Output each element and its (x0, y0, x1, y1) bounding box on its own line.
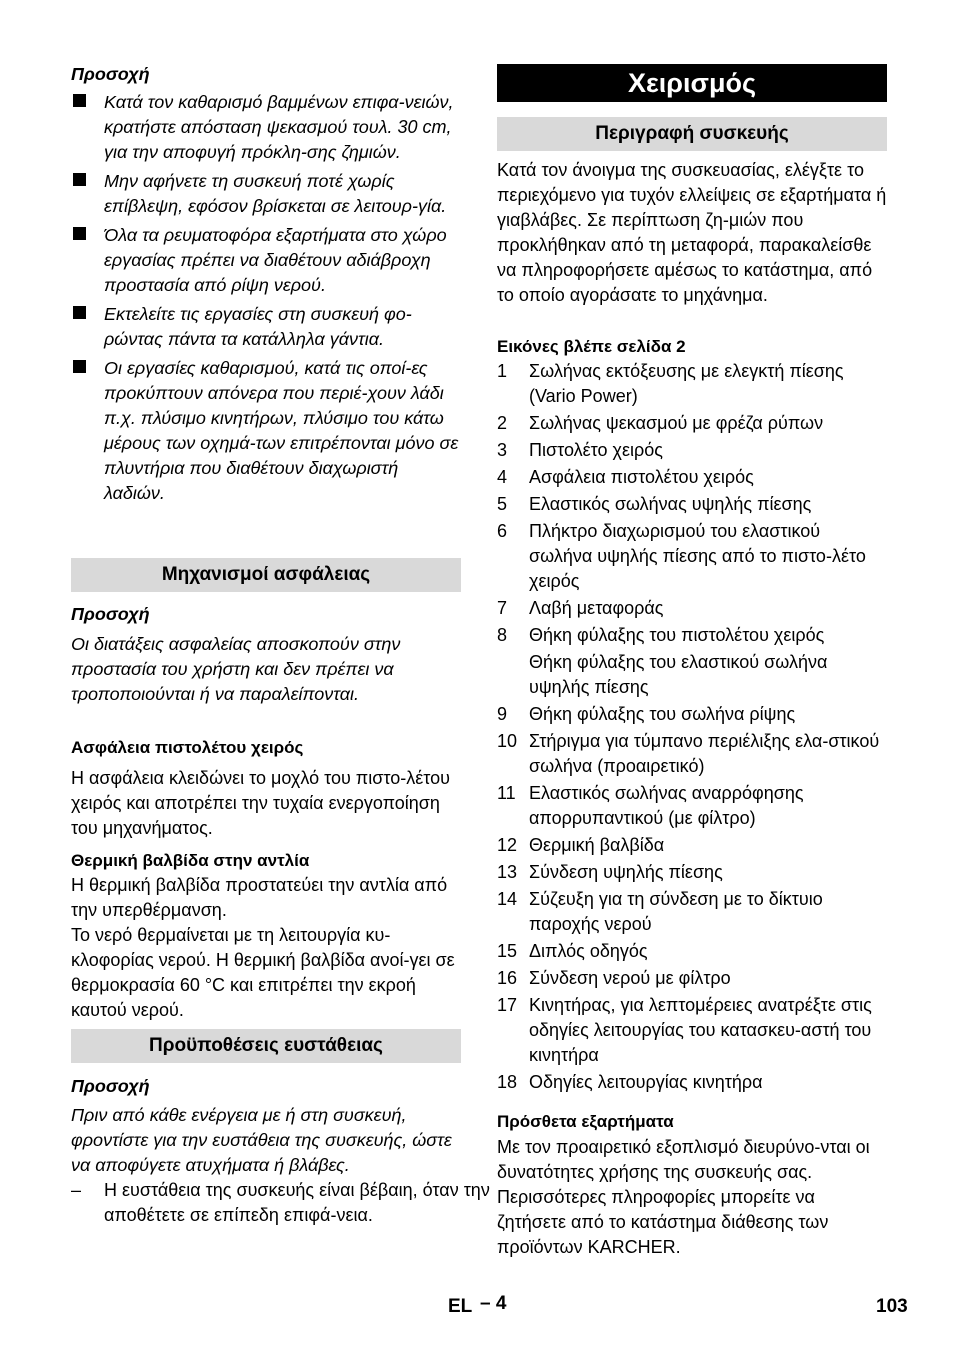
bullet-square-icon (73, 227, 86, 240)
item-text: Θήκη φύλαξης του ελαστικού σωλήνα υψηλής πίεσης (529, 652, 828, 697)
list-item-text: Μην αφήνετε τη συσκευή ποτέ χωρίς επίβλεψη, εφόσον βρίσκεται σε λειτουρ-γία. (104, 171, 447, 216)
item-text: Σύζευξη για τη σύνδεση με το δίκτυιο παροχής νερού (529, 889, 823, 934)
item-number: 11 (497, 783, 516, 803)
caution-text: Πριν από κάθε ενέργεια με ή στη συσκευή, φροντίστε για την ευστάθεια της συσκευής, ώστε να αποφύγετε ατυχήματα ή βλάβες. (71, 1105, 452, 1175)
list-item (71, 356, 461, 506)
item-text: Κινητήρας, για λεπτομέρειες ανατρέξτε στις οδηγίες λειτουργίας του κατασκευ-αστή του κινητήρα (529, 995, 872, 1065)
item-number: 17 (497, 995, 518, 1015)
dash-marker: – (71, 1180, 82, 1200)
list-item (497, 966, 887, 991)
bullet-square-icon (73, 360, 86, 373)
parts-list (497, 359, 887, 1095)
list-item (497, 438, 887, 463)
item-number: 16 (497, 968, 518, 988)
list-item (497, 596, 887, 621)
item-text: Σωλήνας εκτόξευσης με ελεγκτή πίεσης (Vario Power) (529, 361, 844, 406)
page-number: 103 (876, 1296, 908, 1317)
list-item (497, 993, 887, 1068)
bullet-square-icon (73, 173, 86, 186)
item-text: Ασφάλεια πιστολέτου χειρός (529, 467, 754, 487)
footer-section-number: – 4 (480, 1293, 507, 1314)
section-heading-stability: Προϋποθέσεις ευστάθειας (71, 1029, 461, 1063)
bullet-square-icon (73, 306, 86, 319)
item-text: Διπλός οδηγός (529, 941, 648, 961)
item-text: Θερμική βαλβίδα (529, 835, 665, 855)
list-item (71, 302, 461, 352)
item-number: 7 (497, 598, 508, 618)
item-number: 13 (497, 862, 518, 882)
item-text: Θήκη φύλαξης του πιστολέτου χειρός (529, 625, 825, 645)
item-number: 5 (497, 494, 508, 514)
figures-reference: Εικόνες βλέπε σελίδα 2 (497, 337, 686, 356)
caution-text: Οι διατάξεις ασφαλείας αποσκοπούν στην προστασία του χρήστη και δεν πρέπει να τροποποιούνται ή να παραλείπονται. (71, 634, 401, 704)
dash-list-item (71, 1178, 494, 1228)
list-item (497, 519, 887, 594)
subheading-accessories: Πρόσθετα εξαρτήματα (497, 1112, 674, 1131)
list-item (497, 729, 887, 779)
item-number: 14 (497, 889, 518, 909)
section-heading-safety: Μηχανισμοί ασφάλειας (71, 558, 461, 592)
subheading-thermal-valve: Θερμική βαλβίδα στην αντλία (71, 851, 310, 870)
item-number: 4 (497, 467, 508, 487)
list-item (497, 623, 887, 648)
list-item (497, 650, 887, 700)
list-item (497, 465, 887, 490)
item-text: Σύνδεση υψηλής πίεσης (529, 862, 723, 882)
list-item (497, 411, 887, 436)
item-text: Πιστολέτο χειρός (529, 440, 663, 460)
item-number: 2 (497, 413, 508, 433)
item-number: 9 (497, 704, 508, 724)
list-item (497, 833, 887, 858)
list-item (497, 860, 887, 885)
list-item-text: Κατά τον καθαρισμό βαμμένων επιφα-νειών, κρατήστε απόσταση ψεκασμού τουλ. 30 cm, για την αποφυγή πρόκλη-σης ζημιών. (104, 92, 454, 162)
item-number: 3 (497, 440, 508, 460)
list-item-text: Εκτελείτε τις εργασίες στη συσκευή φο-ρώντας πάντα τα κατάλληλα γάντια. (104, 304, 412, 349)
item-number: 6 (497, 521, 508, 541)
footer-language: EL (448, 1296, 473, 1317)
paragraph-description: Κατά τον άνοιγμα της συσκευασίας, ελέγξτε το περιεχόμενο για τυχόν ελλείψεις σε εξαρτήματα ή γιαβλάβες. Σε περίπτωση ζη-μιών που προκλήθηκαν από τη μεταφορά, παρακαλείσθε να πληροφορήσετε αμέσως το κατάστημα, από το οποίο αγοράσατε το μηχάνημα. (497, 160, 887, 305)
item-number: 8 (497, 625, 508, 645)
caution-label: Προσοχή (71, 1076, 150, 1096)
paragraph-thermal-valve-1: Η θερμική βαλβίδα προστατεύει την αντλία από την υπερθέρμανση. (71, 875, 448, 920)
list-item-text: Όλα τα ρευματοφόρα εξαρτήματα στο χώρο εργασίας πρέπει να διαθέτουν αδιάβροχη προστασία από ρίψη νερού. (104, 225, 447, 295)
item-text: Σύνδεση νερού με φίλτρο (529, 968, 731, 988)
caution-bullet-list (71, 90, 461, 506)
item-number: 12 (497, 835, 518, 855)
item-text: Θήκη φύλαξης του σωλήνα ρίψης (529, 704, 796, 724)
chapter-heading: Χειρισμός (497, 64, 887, 102)
item-number: 1 (497, 361, 508, 381)
item-text: Οδηγίες λειτουργίας κινητήρα (529, 1072, 763, 1092)
section-heading-description: Περιγραφή συσκευής (497, 117, 887, 151)
bullet-square-icon (73, 94, 86, 107)
list-item (497, 1070, 887, 1095)
list-item (497, 887, 887, 937)
subheading-gun-lock: Ασφάλεια πιστολέτου χειρός (71, 738, 304, 757)
dash-item-text: Η ευστάθεια της συσκευής είναι βέβαιη, όταν την αποθέτετε σε επίπεδη επιφά-νεια. (104, 1180, 490, 1225)
item-text: Στήριγμα για τύμπανο περιέλιξης ελα-στικού σωλήνα (προαιρετικό) (529, 731, 880, 776)
caution-label: Προσοχή (71, 604, 150, 624)
list-item (497, 939, 887, 964)
list-item-text: Οι εργασίες καθαρισμού, κατά τις οποί-ες προκύπτουν απόνερα που περιέ-χουν λάδι π.χ. πλύσιμο κινητήρων, πλύσιμο του κάτω μέρους των οχημά-των επιτρέπονται μόνο σε πλυντήρια που διαθέτουν διαχωριστή λαδιών. (104, 358, 459, 503)
item-number: 10 (497, 731, 518, 751)
list-item (71, 90, 461, 165)
item-text: Πλήκτρο διαχωρισμού του ελαστικού σωλήνα υψηλής πίεσης από το πιστο-λέτο χειρός (529, 521, 866, 591)
item-text: Ελαστικός σωλήνας αναρρόφησης απορρυπαντικού (με φίλτρο) (529, 783, 804, 828)
item-text: Λαβή μεταφοράς (529, 598, 664, 618)
list-item (497, 702, 887, 727)
list-item (497, 781, 887, 831)
item-text: Ελαστικός σωλήνας υψηλής πίεσης (529, 494, 812, 514)
list-item (497, 359, 887, 409)
list-item (71, 169, 461, 219)
paragraph-gun-lock: Η ασφάλεια κλειδώνει το μοχλό του πιστο-λέτου χειρός και αποτρέπει την τυχαία ενεργοποίηση του μηχανήματος. (71, 768, 450, 838)
item-number: 15 (497, 941, 518, 961)
paragraph-thermal-valve-2: Το νερό θερμαίνεται με τη λειτουργία κυ-κλοφορίας νερού. Η θερμική βαλβίδα ανοί-γει σε θερμοκρασία 60 °C και επιτρέπει την εκροή καυτού νερού. (71, 925, 455, 1020)
list-item (71, 223, 461, 298)
left-column (71, 0, 490, 1225)
item-text: Σωλήνας ψεκασμού με φρέζα ρύπων (529, 413, 824, 433)
caution-label: Προσοχή (71, 64, 150, 84)
item-number: 18 (497, 1072, 518, 1092)
paragraph-accessories: Με τον προαιρετικό εξοπλισμό διευρύνο-νται οι δυνατότητες χρήσης της συσκευής σας. Περισσότερες πληροφορίες μπορείτε να ζητήσετε από το κατάστημα διάθεσης των προϊόντων KARCHER. (497, 1137, 870, 1257)
list-item (497, 492, 887, 517)
